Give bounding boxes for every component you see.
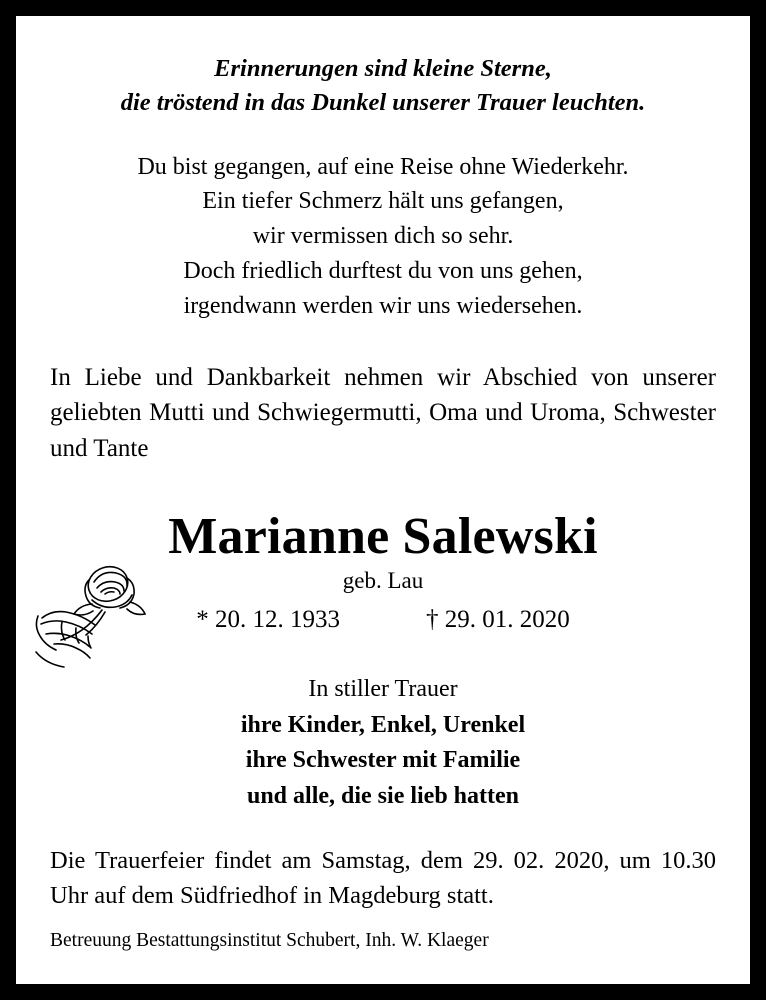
mourner-line-2: ihre Schwester mit Familie <box>245 747 521 774</box>
birth-date: * 20. 12. 1933 <box>196 606 340 634</box>
obituary-content <box>16 16 750 984</box>
ceremony-details: Die Trauerfeier findet am Samstag, dem 29. 02. 2020, um 10.30 Uhr auf dem Südfriedhof in Magdeburg statt. <box>50 847 716 909</box>
motto-line-2: die tröstend in das Dunkel unserer Trauer leuchten. <box>120 88 646 116</box>
motto-line-1: Erinnerungen sind kleine Sterne, <box>214 55 552 82</box>
poem-line-3: wir vermissen dich so sehr. <box>252 223 514 250</box>
rose-in-hand-icon <box>32 552 164 680</box>
mourning-heading: In stiller Trauer <box>308 676 458 703</box>
poem-line-2: Ein tiefer Schmerz hält uns gefangen, <box>202 188 564 215</box>
poem-line-4: Doch friedlich durftest du von uns gehen, <box>183 257 583 284</box>
mourners-block <box>50 672 716 814</box>
poem-line-5: irgendwann werden wir uns wiedersehen. <box>183 292 583 319</box>
funeral-home-credit: Betreuung Bestattungsinstitut Schubert, Inh. W. Klaeger <box>50 929 489 951</box>
death-date: † 29. 01. 2020 <box>426 606 570 634</box>
mourner-line-1: ihre Kinder, Enkel, Urenkel <box>240 711 526 738</box>
mourner-line-3: und alle, die sie lieb hatten <box>246 782 520 809</box>
poem <box>50 150 716 324</box>
motto-verse <box>50 52 716 120</box>
deceased-maiden-name: geb. Lau <box>342 568 424 594</box>
deceased-name: Marianne Salewski <box>168 508 598 566</box>
poem-line-1: Du bist gegangen, auf eine Reise ohne Wiederkehr. <box>137 153 629 180</box>
farewell-intro: In Liebe und Dankbarkeit nehmen wir Abschied von unserer geliebten Mutti und Schwiegermutti, Oma und Uroma, Schwester und Tante <box>50 363 716 462</box>
